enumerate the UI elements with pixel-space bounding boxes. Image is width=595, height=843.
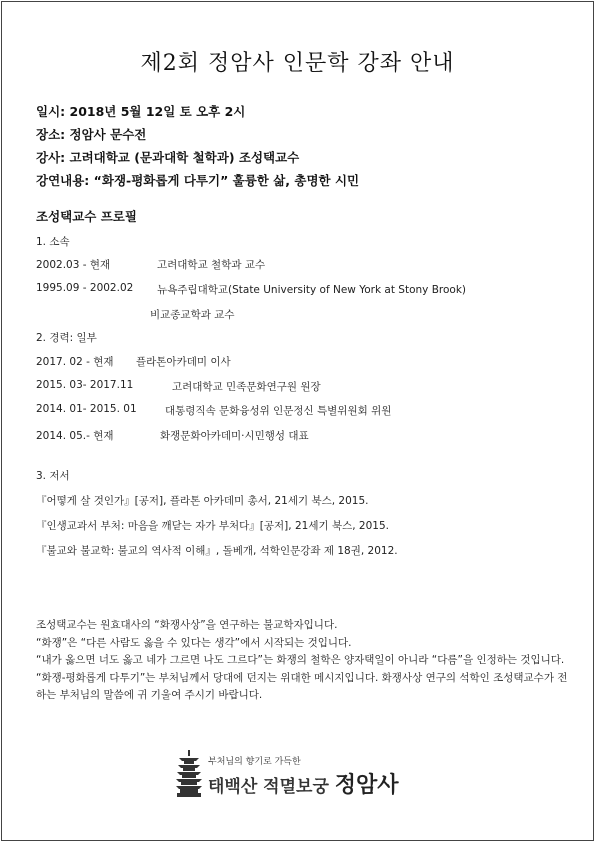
career-period: 2014. 01- 2015. 01 xyxy=(36,403,137,415)
temple-logo xyxy=(176,750,436,800)
profile-title: 조성택교수 프로필 xyxy=(36,209,137,224)
logo-name-prefix: 태백산 적멸보궁 xyxy=(208,777,329,797)
affiliation-period: 2002.03 - 현재 xyxy=(36,259,111,271)
career-desc: 고려대학교 민족문화연구원 원장 xyxy=(172,381,321,393)
books-heading: 3. 저서 xyxy=(36,470,70,482)
career-desc: 대통령직속 문화융성위 인문정신 특별위원회 위원 xyxy=(165,405,392,417)
event-place: 장소: 정암사 문수전 xyxy=(36,127,147,142)
logo-name xyxy=(208,768,399,799)
career-desc: 화쟁문화아카데미·시민행성 대표 xyxy=(160,430,309,442)
affiliation-desc: 비교종교학과 교수 xyxy=(150,309,235,321)
closing-line: 조성택교수는 원효대사의 “화쟁사상”을 연구하는 불교학자입니다. xyxy=(36,619,338,631)
event-lecturer: 강사: 고려대학교 (문과대학 철학과) 조성택교수 xyxy=(36,150,300,165)
career-heading: 2. 경력: 일부 xyxy=(36,332,97,344)
affiliation-period: 1995.09 - 2002.02 xyxy=(36,282,134,294)
event-date: 일시: 2018년 5월 12일 토 오후 2시 xyxy=(36,104,246,119)
event-info xyxy=(36,100,359,192)
logo-tagline: 부처님의 향기로 가득한 xyxy=(208,757,301,767)
affiliation-desc: 고려대학교 철학과 교수 xyxy=(157,259,266,271)
page xyxy=(1,1,594,841)
book-item: 『불교와 불교학: 불교의 역사적 이해』, 돌베개, 석학인문강좌 제 18권, 2012. xyxy=(36,545,398,557)
career-period: 2014. 05.- 현재 xyxy=(36,430,114,442)
closing-line: “내가 옳으면 너도 옳고 네가 그르면 나도 그르다”는 화쟁의 철학은 양자택일이 아니라 “다름”을 인정하는 것입니다. xyxy=(36,654,565,666)
affiliation-heading: 1. 소속 xyxy=(36,236,70,248)
pagoda-icon xyxy=(176,750,202,798)
closing-paragraph xyxy=(36,617,571,705)
career-period: 2015. 03- 2017.11 xyxy=(36,379,134,391)
career-period: 2017. 02 - 현재 xyxy=(36,356,114,368)
page-title: 제2회 정암사 인문학 강좌 안내 xyxy=(140,51,455,76)
closing-line: “화쟁-평화롭게 다투기”는 부처님께서 당대에 던지는 위대한 메시지입니다. 화쟁사상 연구의 석학인 조성택교수가 전하는 부처님의 말씀에 귀 기울여 주시기 바랍니다. xyxy=(36,671,568,701)
career-desc: 플라톤아카데미 이사 xyxy=(136,356,231,368)
book-item: 『어떻게 살 것인가』[공저], 플라톤 아카데미 총서, 21세기 북스, 2015. xyxy=(36,495,369,507)
logo-name-main: 정암사 xyxy=(334,773,399,798)
event-topic: 강연내용: “화쟁-평화롭게 다투기” 훌륭한 삶, 총명한 시민 xyxy=(36,173,360,188)
closing-line: “화쟁”은 “다른 사람도 옳을 수 있다는 생각”에서 시작되는 것입니다. xyxy=(36,636,352,649)
book-item: 『인생교과서 부처: 마음을 깨닫는 자가 부처다』[공저], 21세기 북스, 2015. xyxy=(36,520,389,532)
affiliation-desc: 뉴욕주립대학교(State University of New York at Stony Brook) xyxy=(157,284,467,296)
